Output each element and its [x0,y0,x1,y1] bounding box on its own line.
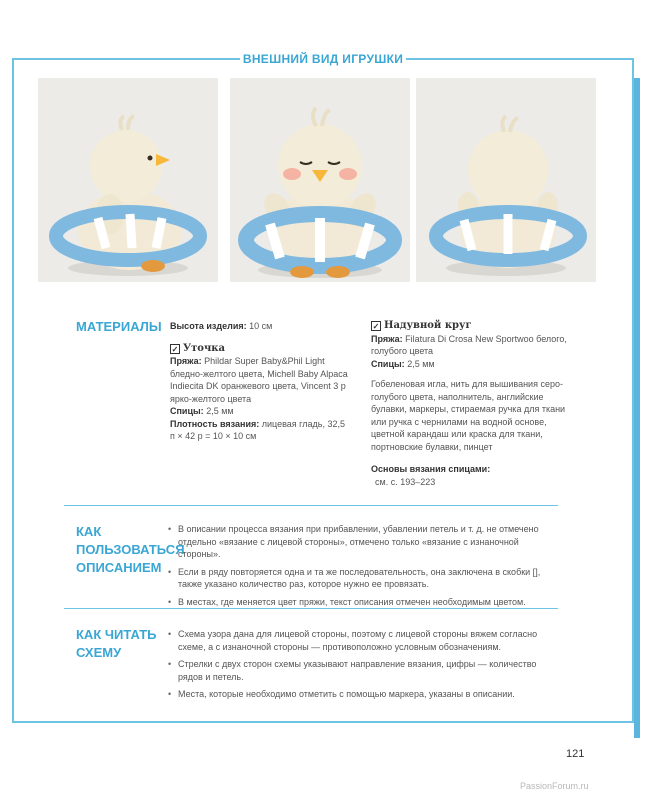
ring-yarn-value: Filatura Di Crosa New Sportwoo белого, голубого цвета [371,333,567,356]
ring-heading-label: Надувной круг [384,320,472,331]
height-label: Высота изделия: [170,321,247,331]
list-item: • Схема узора дана для лицевой стороны, поэтому с лицевой стороны вяжем согласно схеме, а с изнаночной стороны — противоположно условным обозначениям. [168,628,560,653]
duck-back-view-image [416,78,596,282]
duck-needles [170,405,348,418]
ring-heading [371,320,567,333]
list-item: • Если в ряду повторяется одна и та же последовательность, она заключена в скобки [], также указано количество раз, которое нужно ее провязать. [168,566,560,591]
materials-right-column [371,320,567,488]
watermark: PassionForum.ru [520,781,589,791]
scheme-list [168,628,560,706]
height-line [170,320,348,333]
duck-heading [170,343,348,356]
page-number: 121 [566,748,585,760]
duck-yarn-value: Phildar Super Baby&Phil Light бледно-желтого цвета, Michell Baby Alpaca Indiecita DK оранжевого цвета, Vincent 3 р ярко-желтого цвета [170,356,348,404]
section-header: ВНЕШНИЙ ВИД ИГРУШКИ [240,50,406,68]
basics-value: см. с. 193–223 [375,476,436,487]
checkbox-icon: ✓ [171,343,179,354]
checkbox-icon: ✓ [372,321,380,331]
divider [64,505,558,506]
basics-label: Основы вязания спицами: [371,464,491,474]
ring-needles-value: 2,5 мм [407,358,435,369]
duck-side-view-image [38,78,218,282]
ring-needles-label: Спицы: [371,358,405,369]
duck-yarn-label: Пряжа: [170,356,202,366]
tools-text: Гобеленовая игла, нить для вышивания серо-голубого цвета, наполнитель, английские булавки, маркеры, стираемая ручка для ткани или ручка с чернилами на водной основе, цветной карандаш или краска для ткани, портновские булавки, пинцет [371,379,566,452]
duck-side-view-photo [38,78,218,282]
howto-list [168,523,560,613]
materials-title: МАТЕРИАЛЫ [76,319,162,334]
duck-heading-label: Уточка [183,342,226,354]
duck-needles-label: Спицы: [170,406,204,416]
duck-front-view-image [230,78,410,282]
divider [64,608,558,609]
ring-needles [371,358,567,371]
duck-needles-value: 2,5 мм [206,406,234,416]
materials-left-column [170,320,348,443]
list-item: • Стрелки с двух сторон схемы указывают направление вязания, цифры — количество рядов и петель. [168,658,560,683]
height-value: 10 см [249,321,273,331]
page-edge-tab [634,78,640,738]
ring-yarn-label: Пряжа: [371,333,403,344]
duck-density [170,418,348,443]
duck-back-view-photo [416,78,596,282]
scheme-title: КАК ЧИТАТЬ СХЕМУ [76,627,157,660]
duck-yarn [170,355,348,405]
duck-front-view-photo [230,78,410,282]
ring-yarn [371,333,567,358]
list-item: • В местах, где меняется цвет пряжи, текст описания отмечен необходимым цветом. [168,596,560,609]
list-item: • В описании процесса вязания при прибавлении, убавлении петель и т. д. не отмечено отдельно «вязание с лицевой стороны», отмечено только «вязание с изнаночной стороны». [168,523,560,561]
list-item: • Места, которые необходимо отметить с помощью маркера, указаны в описании. [168,688,560,701]
howto-title: КАК ПОЛЬЗОВАТЬСЯ ОПИСАНИЕМ [76,524,185,575]
duck-density-value: лицевая гладь, 32,5 п × 42 р = 10 × 10 см [170,418,345,441]
duck-density-label: Плотность вязания: [170,418,260,429]
